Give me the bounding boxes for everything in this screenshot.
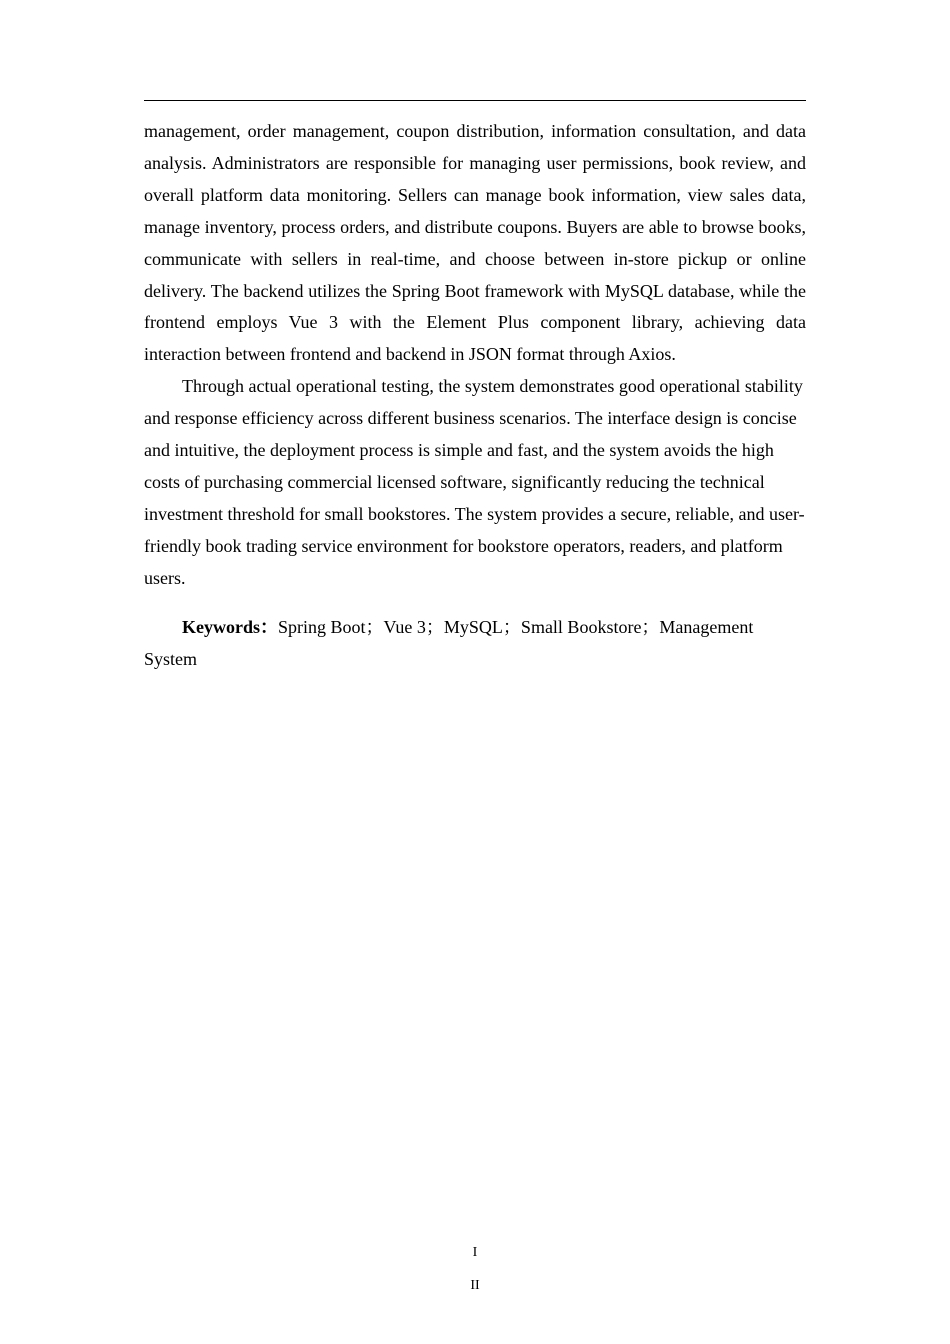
page-number-roman-1: I: [472, 1245, 478, 1260]
abstract-body: [144, 116, 806, 675]
keywords-label: Keywords：: [182, 616, 278, 637]
abstract-paragraph-2: Through actual operational testing, the system demonstrates good operational stability and response efficiency across different business scenarios. The interface design is concise and intuitive, the deployment process is simple and fast, and the system avoids the high costs of purchasing commercial licensed software, significantly reducing the technical investment threshold for small bookstores. The system provides a secure, reliable, and user-friendly book trading service environment for bookstore operators, readers, and platform users.: [144, 376, 805, 588]
keywords-line: [144, 612, 806, 676]
keywords-value: Spring Boot；Vue 3；MySQL；Small Bookstore；Management System: [144, 616, 754, 669]
header-rule: [144, 100, 806, 101]
page-number-roman-2: II: [470, 1278, 480, 1293]
abstract-paragraph-1: management, order management, coupon distribution, information consultation, and data analysis. Administrators are responsible for managing user permissions, book review, and overall platform data monitoring. Sellers can manage book information, view sales data, manage inventory, process orders, and distribute coupons. Buyers are able to browse books, communicate with sellers in real-time, and choose between in-store pickup or online delivery. The backend utilizes the Spring Boot framework with MySQL database, while the frontend employs Vue 3 with the Element Plus component library, achieving data interaction between frontend and backend in JSON format through Axios.: [144, 121, 806, 365]
